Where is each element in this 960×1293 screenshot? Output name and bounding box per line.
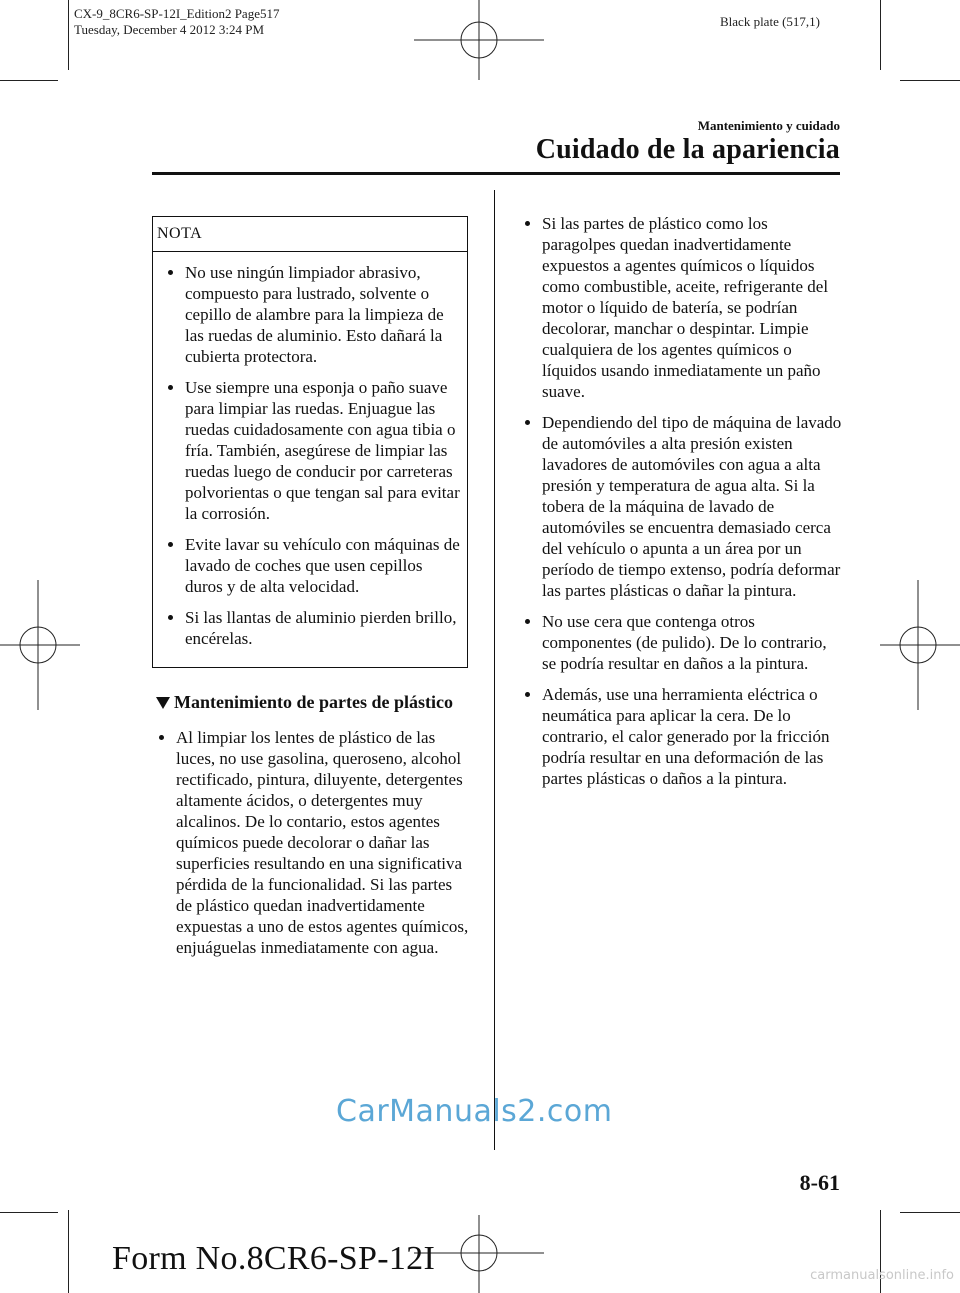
registration-mark-right xyxy=(880,580,960,710)
section-heading-text: Mantenimiento de partes de plástico xyxy=(174,692,453,712)
section-label: Mantenimiento y cuidado xyxy=(697,118,840,133)
note-box xyxy=(152,216,468,668)
print-meta xyxy=(74,6,279,38)
watermark: CarManuals2.com xyxy=(336,1094,613,1129)
plate-label: Black plate (517,1) xyxy=(720,14,820,29)
form-number: Form No.8CR6-SP-12I xyxy=(112,1240,436,1277)
triangle-icon xyxy=(156,697,170,709)
list-item: Use siempre una esponja o paño suave para limpiar las ruedas. Enjuague las ruedas cuidadosamente con agua tibia o fría. También, asegúrese de limpiar las ruedas luego de conducir por carreteras polvorientas o que tengan sal para evitar la corrosión. xyxy=(157,377,461,524)
plastic-list xyxy=(148,727,470,958)
crop-mark xyxy=(68,0,69,70)
note-list xyxy=(157,262,461,649)
column-divider xyxy=(494,190,495,1150)
page-title: Cuidado de la apariencia xyxy=(535,134,840,165)
crop-mark xyxy=(68,1210,69,1293)
list-item: Al limpiar los lentes de plástico de las luces, no use gasolina, queroseno, alcohol rectificado, pintura, diluyente, detergentes altamente ácidos, o detergentes muy alcalinos. De lo contario, estos agentes químicos puede decolorar o dañar las superficies resultando en una significativa pérdida de la funcionalidad. Si las partes de plástico quedan inadvertidamente expuestas a uno de estos agentes químicos, enjuáguelas inmediatamente con agua. xyxy=(148,727,470,958)
section-heading xyxy=(156,692,453,713)
plastic-section-body xyxy=(148,727,470,968)
crop-mark xyxy=(880,0,881,70)
list-item: Si las llantas de aluminio pierden brillo, encérelas. xyxy=(157,607,461,649)
crop-mark xyxy=(900,80,960,81)
file-line: CX-9_8CR6-SP-12I_Edition2 Page517 xyxy=(74,6,280,21)
site-watermark: carmanualsonline.info xyxy=(810,1268,954,1283)
list-item: Dependiendo del tipo de máquina de lavado de automóviles a alta presión existen lavadores de automóviles con agua a alta presión y temperatura de agua alta. Si la tobera de la máquina de lavado de automóviles se encuentra demasiado cerca del vehículo o apunta a un área por un período de tiempo extenso, podría deformar las partes plásticas o dañar la pintura. xyxy=(514,412,842,601)
crop-mark xyxy=(0,80,58,81)
right-column xyxy=(514,213,842,799)
right-list xyxy=(514,213,842,789)
note-title: NOTA xyxy=(157,225,203,242)
registration-mark-top xyxy=(414,0,544,90)
crop-mark xyxy=(0,1212,58,1213)
crop-mark xyxy=(900,1212,960,1213)
page-number: 8-61 xyxy=(799,1170,840,1195)
registration-mark-left xyxy=(0,580,80,710)
list-item: Además, use una herramienta eléctrica o neumática para aplicar la cera. De lo contrario, el calor generado por la fricción podría resultar en una deformación de las partes plásticas o daños a la pintura. xyxy=(514,684,842,789)
list-item: No use ningún limpiador abrasivo, compuesto para lustrado, solvente o cepillo de alambre para la limpieza de las ruedas de aluminio. Esto dañará la cubierta protectora. xyxy=(157,262,461,367)
list-item: Si las partes de plástico como los paragolpes quedan inadvertidamente expuestos a agentes químicos o líquidos como combustible, aceite, refrigerante del motor o líquido de batería, se podrían decolorar, manchar o despintar. Limpie cualquiera de los agentes químicos o líquidos usando inmediatamente un paño suave. xyxy=(514,213,842,402)
list-item: Evite lavar su vehículo con máquinas de lavado de coches que usen cepillos duros y de alta velocidad. xyxy=(157,534,461,597)
list-item: No use cera que contenga otros componentes (de pulido). De lo contrario, se podría resultar en daños a la pintura. xyxy=(514,611,842,674)
header-rule xyxy=(152,172,840,175)
date-line: Tuesday, December 4 2012 3:24 PM xyxy=(74,22,265,37)
